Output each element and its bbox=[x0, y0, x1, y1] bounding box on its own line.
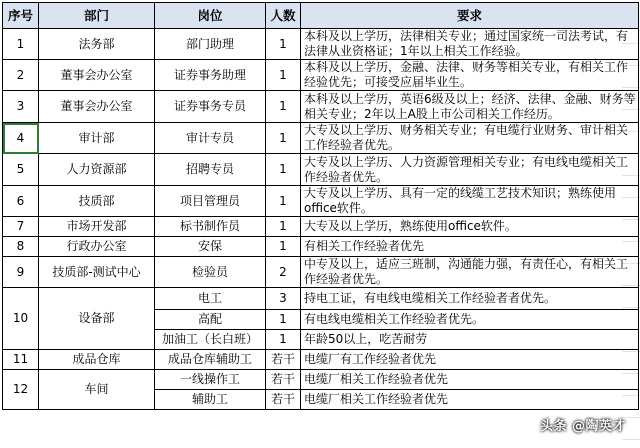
cell-position[interactable]: 标书制作员 bbox=[155, 217, 266, 237]
cell-department[interactable]: 行政办公室 bbox=[39, 237, 155, 257]
cell-count[interactable]: 1 bbox=[266, 237, 301, 257]
cell-position[interactable]: 证券事务助理 bbox=[155, 60, 266, 91]
cell-position[interactable]: 辅助工 bbox=[155, 390, 266, 410]
cell-requirements[interactable]: 中专及以上，适应三班制，沟通能力强，有责任心，有相关工作经验者优先。 bbox=[301, 257, 639, 288]
cell-count[interactable]: 1 bbox=[266, 91, 301, 123]
cell-position[interactable]: 证券事务专员 bbox=[155, 91, 266, 123]
cell-count[interactable]: 1 bbox=[266, 154, 301, 186]
header-position[interactable]: 岗位 bbox=[155, 3, 266, 29]
cell-count[interactable]: 2 bbox=[266, 257, 301, 288]
table-row bbox=[3, 288, 639, 310]
cell-requirements[interactable]: 有电线电缆相关工作经验者优先。 bbox=[301, 310, 639, 330]
cell-position[interactable]: 审计专员 bbox=[155, 123, 266, 154]
cell-department[interactable]: 设备部 bbox=[39, 288, 155, 350]
cell-department[interactable]: 车间 bbox=[39, 370, 155, 410]
cell-department[interactable]: 技质部-测试中心 bbox=[39, 257, 155, 288]
cell-department[interactable]: 人力资源部 bbox=[39, 154, 155, 186]
cell-position[interactable]: 安保 bbox=[155, 237, 266, 257]
cell-requirements[interactable]: 大专及以上学历、人力资源管理相关专业；有电线电缆相关工作经验者优先。 bbox=[301, 154, 639, 186]
cell-count[interactable]: 1 bbox=[266, 29, 301, 60]
cell-no[interactable]: 2 bbox=[3, 60, 39, 91]
header-no[interactable]: 序号 bbox=[3, 3, 39, 29]
cell-count[interactable]: 1 bbox=[266, 330, 301, 350]
cell-department[interactable]: 成品仓库 bbox=[39, 350, 155, 370]
cell-no[interactable]: 12 bbox=[3, 370, 39, 410]
cell-position[interactable]: 成品仓库辅助工 bbox=[155, 350, 266, 370]
cell-count[interactable]: 1 bbox=[266, 310, 301, 330]
cell-no[interactable]: 5 bbox=[3, 154, 39, 186]
cell-no[interactable]: 8 bbox=[3, 237, 39, 257]
cell-position[interactable]: 电工 bbox=[155, 288, 266, 310]
cell-department[interactable]: 董事会办公室 bbox=[39, 60, 155, 91]
cell-department[interactable]: 技质部 bbox=[39, 186, 155, 217]
cell-no[interactable]: 4 bbox=[3, 123, 39, 154]
table-row bbox=[3, 237, 639, 257]
cell-requirements[interactable]: 本科及以上学历，金融、法律、财务等相关专业，有相关工作经验优先；可接受应届毕业生。 bbox=[301, 60, 639, 91]
cell-count[interactable]: 1 bbox=[266, 123, 301, 154]
cell-requirements[interactable]: 电缆厂相关工作经验者优先 bbox=[301, 390, 639, 410]
table-row bbox=[3, 217, 639, 237]
cell-requirements[interactable]: 电缆厂有工作经验者优先 bbox=[301, 350, 639, 370]
header-dept[interactable]: 部门 bbox=[39, 3, 155, 29]
table-row bbox=[3, 350, 639, 370]
table-header-row bbox=[3, 3, 639, 29]
table-row bbox=[3, 60, 639, 91]
table-row bbox=[3, 370, 639, 390]
table-row bbox=[3, 91, 639, 123]
header-requirements[interactable]: 要求 bbox=[301, 3, 639, 29]
cell-position[interactable]: 检验员 bbox=[155, 257, 266, 288]
cell-position[interactable]: 项目管理员 bbox=[155, 186, 266, 217]
cell-no[interactable]: 3 bbox=[3, 91, 39, 123]
cell-department[interactable]: 董事会办公室 bbox=[39, 91, 155, 123]
cell-requirements[interactable]: 本科及以上学历，英语6级及以上；经济、法律、金融、财务等相关专业；2年以上A股上市公司相关工作经历。 bbox=[301, 91, 639, 123]
job-requirements-table bbox=[2, 2, 639, 410]
cell-no[interactable]: 10 bbox=[3, 288, 39, 350]
cell-no[interactable]: 1 bbox=[3, 29, 39, 60]
cell-requirements[interactable]: 大专及以上学历，熟练使用office软件。 bbox=[301, 217, 639, 237]
cell-requirements[interactable]: 大专及以上学历、财务相关专业；有电缆行业财务、审计相关工作经验者优先。 bbox=[301, 123, 639, 154]
cell-requirements[interactable]: 本科及以上学历，法律相关专业；通过国家统一司法考试，有法律从业资格证；1年以上相关工作经验。 bbox=[301, 29, 639, 60]
cell-count[interactable]: 若干 bbox=[266, 350, 301, 370]
cell-requirements[interactable]: 年龄50以上，吃苦耐劳 bbox=[301, 330, 639, 350]
cell-requirements[interactable]: 电缆厂相关工作经验者优先 bbox=[301, 370, 639, 390]
cell-position[interactable]: 高配 bbox=[155, 310, 266, 330]
cell-no[interactable]: 7 bbox=[3, 217, 39, 237]
cell-count[interactable]: 若干 bbox=[266, 370, 301, 390]
table-row bbox=[3, 123, 639, 154]
cell-position[interactable]: 部门助理 bbox=[155, 29, 266, 60]
table-row bbox=[3, 29, 639, 60]
cell-count[interactable]: 3 bbox=[266, 288, 301, 310]
cell-department[interactable]: 市场开发部 bbox=[39, 217, 155, 237]
cell-position[interactable]: 加油工（长白班） bbox=[155, 330, 266, 350]
table-row bbox=[3, 154, 639, 186]
cell-count[interactable]: 1 bbox=[266, 217, 301, 237]
cell-count[interactable]: 1 bbox=[266, 186, 301, 217]
cell-count[interactable]: 1 bbox=[266, 60, 301, 91]
cell-no[interactable]: 6 bbox=[3, 186, 39, 217]
cell-department[interactable]: 审计部 bbox=[39, 123, 155, 154]
cell-count[interactable]: 若干 bbox=[266, 390, 301, 410]
cell-requirements[interactable]: 持电工证，有电线电缆相关工作经验者者优先。 bbox=[301, 288, 639, 310]
cell-no[interactable]: 9 bbox=[3, 257, 39, 288]
cell-position[interactable]: 一线操作工 bbox=[155, 370, 266, 390]
cell-position[interactable]: 招聘专员 bbox=[155, 154, 266, 186]
table-row bbox=[3, 186, 639, 217]
cell-requirements[interactable]: 大专及以上学历、具有一定的线缆工艺技术知识；熟练使用office软件。 bbox=[301, 186, 639, 217]
watermark: 头条 @陶英才 bbox=[539, 419, 626, 434]
header-count[interactable]: 人数 bbox=[266, 3, 301, 29]
cell-no[interactable]: 11 bbox=[3, 350, 39, 370]
cell-department[interactable]: 法务部 bbox=[39, 29, 155, 60]
table-row bbox=[3, 257, 639, 288]
cell-requirements[interactable]: 有相关工作经验者优先 bbox=[301, 237, 639, 257]
